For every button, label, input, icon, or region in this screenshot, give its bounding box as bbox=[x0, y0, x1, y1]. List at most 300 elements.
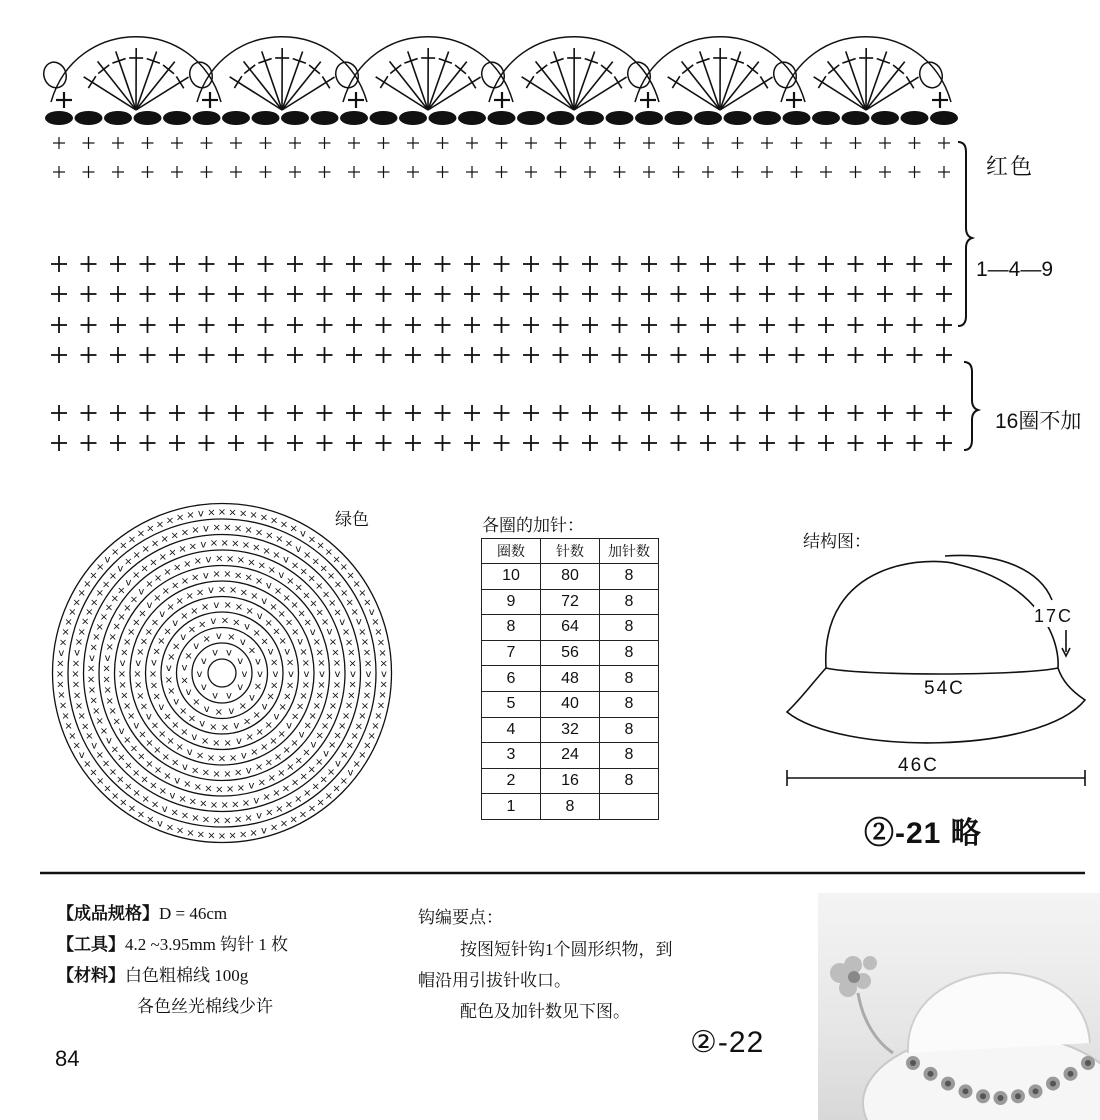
cell-round: 5 bbox=[482, 691, 541, 717]
svg-text:×: × bbox=[108, 706, 117, 718]
svg-text:v: v bbox=[200, 539, 207, 551]
svg-text:v: v bbox=[284, 646, 291, 658]
svg-text:×: × bbox=[228, 585, 238, 597]
svg-text:×: × bbox=[149, 780, 158, 792]
svg-text:×: × bbox=[225, 784, 235, 796]
svg-text:×: × bbox=[175, 742, 184, 754]
svg-text:×: × bbox=[85, 731, 94, 743]
svg-text:×: × bbox=[96, 562, 105, 574]
svg-text:×: × bbox=[110, 547, 120, 559]
svg-text:×: × bbox=[267, 773, 276, 785]
svg-text:×: × bbox=[272, 788, 281, 800]
ref-current: ②-22 bbox=[690, 1026, 765, 1059]
cell-stitches: 80 bbox=[541, 564, 600, 590]
svg-text:×: × bbox=[153, 745, 162, 757]
svg-text:×: × bbox=[217, 831, 227, 842]
header-stitches: 针数 bbox=[541, 539, 600, 564]
svg-text:v: v bbox=[205, 554, 212, 566]
svg-text:×: × bbox=[183, 779, 192, 791]
svg-text:×: × bbox=[374, 627, 383, 639]
svg-text:v: v bbox=[347, 767, 354, 779]
svg-text:×: × bbox=[124, 760, 133, 772]
svg-text:×: × bbox=[198, 619, 207, 631]
label-no-increase: 16圈不加 bbox=[995, 410, 1082, 433]
svg-text:×: × bbox=[150, 720, 160, 732]
svg-text:×: × bbox=[371, 721, 380, 733]
svg-text:×: × bbox=[209, 721, 218, 733]
svg-text:v: v bbox=[326, 626, 333, 638]
svg-text:×: × bbox=[277, 768, 286, 780]
single-crochet-rows bbox=[51, 137, 952, 451]
svg-text:×: × bbox=[206, 752, 216, 764]
cell-increase bbox=[600, 794, 659, 820]
table-header-row bbox=[482, 539, 659, 564]
svg-text:v: v bbox=[228, 705, 235, 717]
svg-text:×: × bbox=[102, 674, 111, 686]
svg-text:×: × bbox=[252, 709, 261, 721]
instructions bbox=[418, 903, 673, 1027]
svg-text:×: × bbox=[132, 617, 141, 629]
svg-text:×: × bbox=[92, 632, 101, 644]
svg-text:×: × bbox=[134, 680, 143, 692]
svg-text:v: v bbox=[106, 735, 112, 747]
svg-text:×: × bbox=[220, 799, 229, 811]
svg-text:v: v bbox=[334, 669, 341, 680]
svg-text:×: × bbox=[315, 756, 324, 768]
svg-text:v: v bbox=[203, 703, 210, 715]
svg-text:×: × bbox=[231, 538, 240, 550]
svg-text:×: × bbox=[141, 543, 150, 555]
bracket-no-increase bbox=[964, 362, 978, 450]
cell-stitches: 56 bbox=[541, 640, 600, 666]
table-row bbox=[482, 794, 659, 820]
svg-text:v: v bbox=[89, 653, 95, 665]
svg-text:×: × bbox=[272, 626, 281, 638]
svg-text:×: × bbox=[137, 751, 146, 763]
svg-text:×: × bbox=[157, 636, 166, 648]
svg-text:×: × bbox=[178, 793, 187, 805]
svg-text:×: × bbox=[56, 679, 65, 691]
svg-text:v: v bbox=[240, 750, 247, 762]
svg-text:×: × bbox=[254, 761, 264, 773]
svg-text:×: × bbox=[140, 563, 149, 575]
svg-text:×: × bbox=[200, 735, 210, 747]
svg-text:×: × bbox=[348, 679, 357, 691]
svg-text:×: × bbox=[283, 691, 292, 703]
svg-text:×: × bbox=[282, 592, 291, 604]
svg-text:×: × bbox=[333, 607, 342, 619]
svg-text:×: × bbox=[262, 792, 271, 804]
ref-skip: ②-21 略 bbox=[864, 817, 982, 850]
svg-text:×: × bbox=[160, 534, 169, 546]
instructions-title: 钩编要点： bbox=[418, 908, 503, 928]
cell-increase: 8 bbox=[600, 640, 659, 666]
svg-text:×: × bbox=[302, 747, 311, 759]
svg-text:×: × bbox=[166, 736, 175, 748]
svg-text:×: × bbox=[358, 626, 367, 638]
svg-text:×: × bbox=[238, 700, 247, 712]
svg-text:×: × bbox=[161, 586, 171, 598]
svg-text:×: × bbox=[58, 637, 68, 649]
svg-text:×: × bbox=[119, 797, 128, 809]
svg-text:v: v bbox=[78, 750, 85, 761]
svg-text:×: × bbox=[129, 594, 139, 606]
svg-text:×: × bbox=[204, 783, 213, 795]
svg-text:×: × bbox=[145, 737, 154, 749]
svg-text:×: × bbox=[83, 578, 92, 590]
svg-text:v: v bbox=[249, 692, 255, 704]
svg-text:×: × bbox=[290, 711, 300, 723]
svg-text:×: × bbox=[187, 624, 197, 636]
svg-text:×: × bbox=[262, 545, 271, 557]
increase-table-title: 各圈的加针： bbox=[482, 516, 584, 536]
svg-text:×: × bbox=[227, 632, 236, 644]
svg-text:×: × bbox=[231, 799, 240, 811]
svg-text:×: × bbox=[64, 616, 73, 628]
svg-text:×: × bbox=[175, 595, 184, 607]
svg-text:×: × bbox=[272, 549, 281, 561]
svg-text:×: × bbox=[77, 588, 86, 599]
table-row bbox=[482, 564, 659, 590]
svg-text:v: v bbox=[261, 595, 268, 607]
svg-text:×: × bbox=[191, 813, 200, 825]
svg-text:v: v bbox=[146, 600, 153, 612]
svg-text:×: × bbox=[333, 579, 343, 591]
svg-text:×: × bbox=[299, 566, 308, 578]
svg-text:×: × bbox=[95, 716, 104, 728]
svg-text:×: × bbox=[223, 600, 232, 612]
svg-text:×: × bbox=[112, 621, 121, 633]
svg-text:×: × bbox=[188, 796, 198, 808]
svg-text:×: × bbox=[315, 647, 324, 659]
svg-text:×: × bbox=[295, 701, 305, 713]
svg-text:v: v bbox=[186, 747, 193, 759]
svg-text:v: v bbox=[286, 720, 292, 732]
svg-text:×: × bbox=[195, 587, 205, 599]
svg-text:v: v bbox=[119, 658, 126, 670]
svg-text:×: × bbox=[367, 730, 376, 742]
spec-size-value: D = 46cm bbox=[159, 904, 228, 923]
svg-text:×: × bbox=[110, 790, 120, 802]
svg-text:×: × bbox=[250, 747, 259, 759]
svg-text:×: × bbox=[285, 680, 295, 692]
svg-text:×: × bbox=[180, 611, 189, 623]
svg-text:×: × bbox=[241, 797, 251, 809]
svg-text:v: v bbox=[309, 627, 316, 639]
svg-text:v: v bbox=[278, 569, 285, 581]
svg-text:×: × bbox=[339, 749, 349, 761]
svg-text:v: v bbox=[157, 818, 163, 830]
cell-increase: 8 bbox=[600, 717, 659, 743]
svg-text:×: × bbox=[140, 774, 149, 786]
svg-text:×: × bbox=[233, 570, 243, 582]
svg-text:×: × bbox=[108, 571, 118, 583]
svg-text:×: × bbox=[191, 524, 200, 536]
svg-text:×: × bbox=[161, 751, 171, 763]
svg-text:×: × bbox=[212, 768, 221, 780]
svg-text:×: × bbox=[307, 573, 316, 585]
svg-text:×: × bbox=[223, 522, 232, 534]
svg-text:×: × bbox=[303, 549, 312, 561]
svg-text:×: × bbox=[101, 758, 111, 770]
svg-text:×: × bbox=[212, 815, 221, 827]
svg-text:×: × bbox=[64, 721, 73, 733]
svg-text:×: × bbox=[270, 680, 279, 692]
svg-text:v: v bbox=[161, 803, 168, 815]
svg-text:×: × bbox=[253, 681, 263, 693]
svg-text:×: × bbox=[187, 713, 197, 725]
svg-text:v: v bbox=[272, 669, 279, 680]
cell-stitches: 24 bbox=[541, 743, 600, 769]
svg-text:v: v bbox=[225, 647, 232, 659]
svg-text:×: × bbox=[233, 814, 243, 826]
hat-photo bbox=[818, 893, 1100, 1120]
svg-text:×: × bbox=[315, 730, 324, 742]
svg-text:v: v bbox=[319, 669, 325, 680]
svg-text:v: v bbox=[117, 563, 124, 575]
svg-text:×: × bbox=[348, 658, 357, 670]
cell-round: 2 bbox=[482, 768, 541, 794]
svg-text:×: × bbox=[74, 700, 84, 712]
svg-text:×: × bbox=[347, 690, 356, 702]
page-number: 84 bbox=[55, 1046, 80, 1071]
svg-text:×: × bbox=[163, 567, 172, 579]
svg-text:×: × bbox=[328, 701, 338, 713]
svg-text:×: × bbox=[153, 572, 163, 584]
svg-text:×: × bbox=[209, 799, 219, 811]
svg-text:×: × bbox=[199, 798, 208, 810]
specs bbox=[57, 898, 288, 1022]
svg-text:v: v bbox=[196, 669, 203, 680]
cell-round: 9 bbox=[482, 589, 541, 615]
svg-text:×: × bbox=[220, 615, 230, 627]
svg-text:×: × bbox=[220, 538, 229, 550]
svg-text:×: × bbox=[332, 554, 341, 566]
svg-text:×: × bbox=[328, 598, 337, 610]
cell-stitches: 8 bbox=[541, 794, 600, 820]
svg-text:×: × bbox=[127, 534, 137, 546]
svg-text:×: × bbox=[309, 598, 318, 610]
svg-text:×: × bbox=[139, 636, 149, 648]
svg-text:×: × bbox=[170, 580, 180, 592]
svg-text:×: × bbox=[290, 777, 300, 789]
svg-text:v: v bbox=[200, 655, 207, 667]
svg-text:v: v bbox=[295, 543, 302, 555]
svg-text:×: × bbox=[201, 814, 211, 826]
svg-text:×: × bbox=[308, 710, 317, 722]
svg-text:×: × bbox=[275, 534, 284, 546]
svg-text:×: × bbox=[170, 757, 180, 769]
svg-text:×: × bbox=[116, 774, 125, 786]
svg-text:×: × bbox=[180, 810, 190, 822]
svg-text:v: v bbox=[267, 646, 274, 658]
svg-text:v: v bbox=[138, 586, 145, 598]
svg-text:×: × bbox=[273, 586, 283, 598]
svg-text:×: × bbox=[315, 607, 324, 619]
svg-text:×: × bbox=[215, 553, 224, 565]
svg-text:×: × bbox=[249, 510, 258, 522]
svg-text:v: v bbox=[256, 611, 263, 623]
svg-text:×: × bbox=[341, 626, 351, 638]
svg-text:×: × bbox=[250, 590, 259, 602]
svg-text:×: × bbox=[316, 797, 325, 809]
svg-text:×: × bbox=[71, 669, 80, 680]
svg-text:×: × bbox=[376, 637, 386, 649]
svg-text:×: × bbox=[358, 588, 367, 599]
svg-text:×: × bbox=[212, 737, 221, 749]
spec-size bbox=[57, 898, 288, 929]
svg-text:×: × bbox=[299, 647, 308, 659]
svg-text:×: × bbox=[61, 627, 70, 639]
svg-text:×: × bbox=[153, 592, 162, 604]
svg-text:×: × bbox=[87, 684, 97, 696]
svg-text:×: × bbox=[358, 711, 367, 723]
svg-text:×: × bbox=[146, 523, 155, 535]
svg-text:×: × bbox=[259, 512, 269, 524]
svg-text:×: × bbox=[58, 700, 68, 712]
svg-text:×: × bbox=[193, 556, 203, 568]
svg-text:×: × bbox=[72, 597, 81, 609]
svg-text:×: × bbox=[312, 700, 321, 712]
svg-text:×: × bbox=[163, 711, 172, 723]
svg-text:×: × bbox=[255, 726, 264, 738]
svg-text:×: × bbox=[180, 576, 190, 588]
svg-text:×: × bbox=[252, 542, 261, 554]
svg-text:v: v bbox=[159, 609, 166, 621]
svg-text:×: × bbox=[178, 705, 188, 717]
svg-text:×: × bbox=[376, 700, 386, 712]
svg-text:×: × bbox=[320, 616, 330, 628]
svg-text:v: v bbox=[118, 725, 125, 737]
svg-text:×: × bbox=[123, 637, 132, 649]
svg-text:×: × bbox=[89, 570, 98, 582]
svg-text:×: × bbox=[138, 608, 147, 620]
svg-text:×: × bbox=[123, 602, 132, 614]
svg-text:v: v bbox=[213, 600, 220, 612]
svg-text:×: × bbox=[171, 719, 180, 731]
cell-stitches: 72 bbox=[541, 589, 600, 615]
svg-text:×: × bbox=[281, 783, 291, 795]
svg-text:×: × bbox=[158, 552, 167, 564]
cell-stitches: 16 bbox=[541, 768, 600, 794]
svg-text:v: v bbox=[180, 632, 187, 644]
svg-text:×: × bbox=[220, 722, 230, 734]
svg-text:×: × bbox=[350, 606, 359, 618]
svg-text:×: × bbox=[167, 686, 176, 698]
svg-text:×: × bbox=[178, 544, 187, 556]
svg-text:×: × bbox=[265, 530, 274, 542]
hat-illustration bbox=[818, 893, 1100, 1120]
svg-text:×: × bbox=[352, 578, 361, 590]
svg-text:v: v bbox=[323, 748, 330, 760]
svg-text:×: × bbox=[188, 541, 198, 553]
svg-text:×: × bbox=[119, 540, 128, 552]
svg-text:×: × bbox=[102, 663, 111, 675]
svg-text:×: × bbox=[77, 711, 86, 723]
svg-text:v: v bbox=[165, 663, 172, 675]
svg-text:×: × bbox=[217, 753, 227, 765]
svg-text:×: × bbox=[104, 602, 114, 614]
spec-material bbox=[57, 960, 288, 991]
svg-text:v: v bbox=[273, 711, 280, 723]
svg-text:×: × bbox=[319, 774, 328, 786]
svg-text:v: v bbox=[215, 631, 222, 643]
cell-stitches: 40 bbox=[541, 691, 600, 717]
svg-text:×: × bbox=[290, 560, 300, 572]
svg-text:×: × bbox=[136, 690, 145, 702]
svg-text:×: × bbox=[153, 765, 163, 777]
svg-text:v: v bbox=[245, 765, 252, 777]
svg-text:×: × bbox=[290, 626, 300, 638]
svg-text:×: × bbox=[236, 555, 246, 567]
svg-text:×: × bbox=[264, 757, 274, 769]
svg-text:×: × bbox=[133, 669, 142, 680]
cell-round: 8 bbox=[482, 615, 541, 641]
svg-text:×: × bbox=[117, 752, 126, 764]
svg-text:×: × bbox=[247, 557, 256, 569]
cell-stitches: 48 bbox=[541, 666, 600, 692]
round-chart bbox=[53, 504, 392, 843]
svg-text:×: × bbox=[207, 830, 216, 842]
svg-text:×: × bbox=[317, 658, 326, 670]
svg-text:×: × bbox=[307, 803, 317, 815]
svg-text:×: × bbox=[186, 510, 195, 522]
svg-text:×: × bbox=[185, 590, 194, 602]
svg-text:×: × bbox=[303, 788, 312, 800]
svg-text:×: × bbox=[254, 527, 264, 539]
svg-text:×: × bbox=[249, 827, 258, 839]
svg-text:×: × bbox=[138, 729, 147, 741]
svg-text:v: v bbox=[241, 669, 248, 680]
svg-text:×: × bbox=[77, 626, 86, 638]
label-red: 红色 bbox=[986, 154, 1035, 179]
svg-text:v: v bbox=[193, 641, 200, 653]
svg-text:×: × bbox=[192, 696, 201, 708]
svg-text:×: × bbox=[379, 679, 388, 691]
svg-text:×: × bbox=[277, 728, 286, 740]
svg-text:×: × bbox=[217, 507, 227, 518]
svg-text:×: × bbox=[311, 781, 320, 793]
cell-stitches: 64 bbox=[541, 615, 600, 641]
svg-text:×: × bbox=[319, 563, 328, 575]
cell-round: 10 bbox=[482, 564, 541, 590]
svg-text:v: v bbox=[381, 669, 387, 680]
svg-text:v: v bbox=[297, 636, 304, 648]
svg-text:×: × bbox=[184, 650, 193, 662]
svg-text:×: × bbox=[163, 626, 172, 638]
svg-text:×: × bbox=[127, 710, 136, 722]
spec-material-extra: 各色丝光棉线少许 bbox=[137, 997, 273, 1016]
svg-text:×: × bbox=[264, 719, 273, 731]
svg-text:×: × bbox=[95, 588, 105, 600]
svg-text:×: × bbox=[360, 637, 370, 649]
svg-text:×: × bbox=[239, 587, 249, 599]
svg-text:×: × bbox=[358, 750, 367, 761]
svg-text:×: × bbox=[339, 588, 349, 600]
svg-text:×: × bbox=[167, 651, 176, 663]
svg-text:×: × bbox=[201, 767, 211, 779]
svg-text:×: × bbox=[166, 601, 175, 613]
svg-text:×: × bbox=[266, 691, 275, 703]
svg-text:×: × bbox=[345, 597, 354, 609]
svg-text:×: × bbox=[127, 803, 137, 815]
svg-text:×: × bbox=[232, 617, 241, 629]
header-increase: 加针数 bbox=[600, 539, 659, 564]
svg-text:v: v bbox=[235, 735, 242, 747]
svg-text:×: × bbox=[285, 657, 295, 669]
svg-text:×: × bbox=[371, 616, 380, 628]
svg-text:×: × bbox=[71, 679, 81, 691]
